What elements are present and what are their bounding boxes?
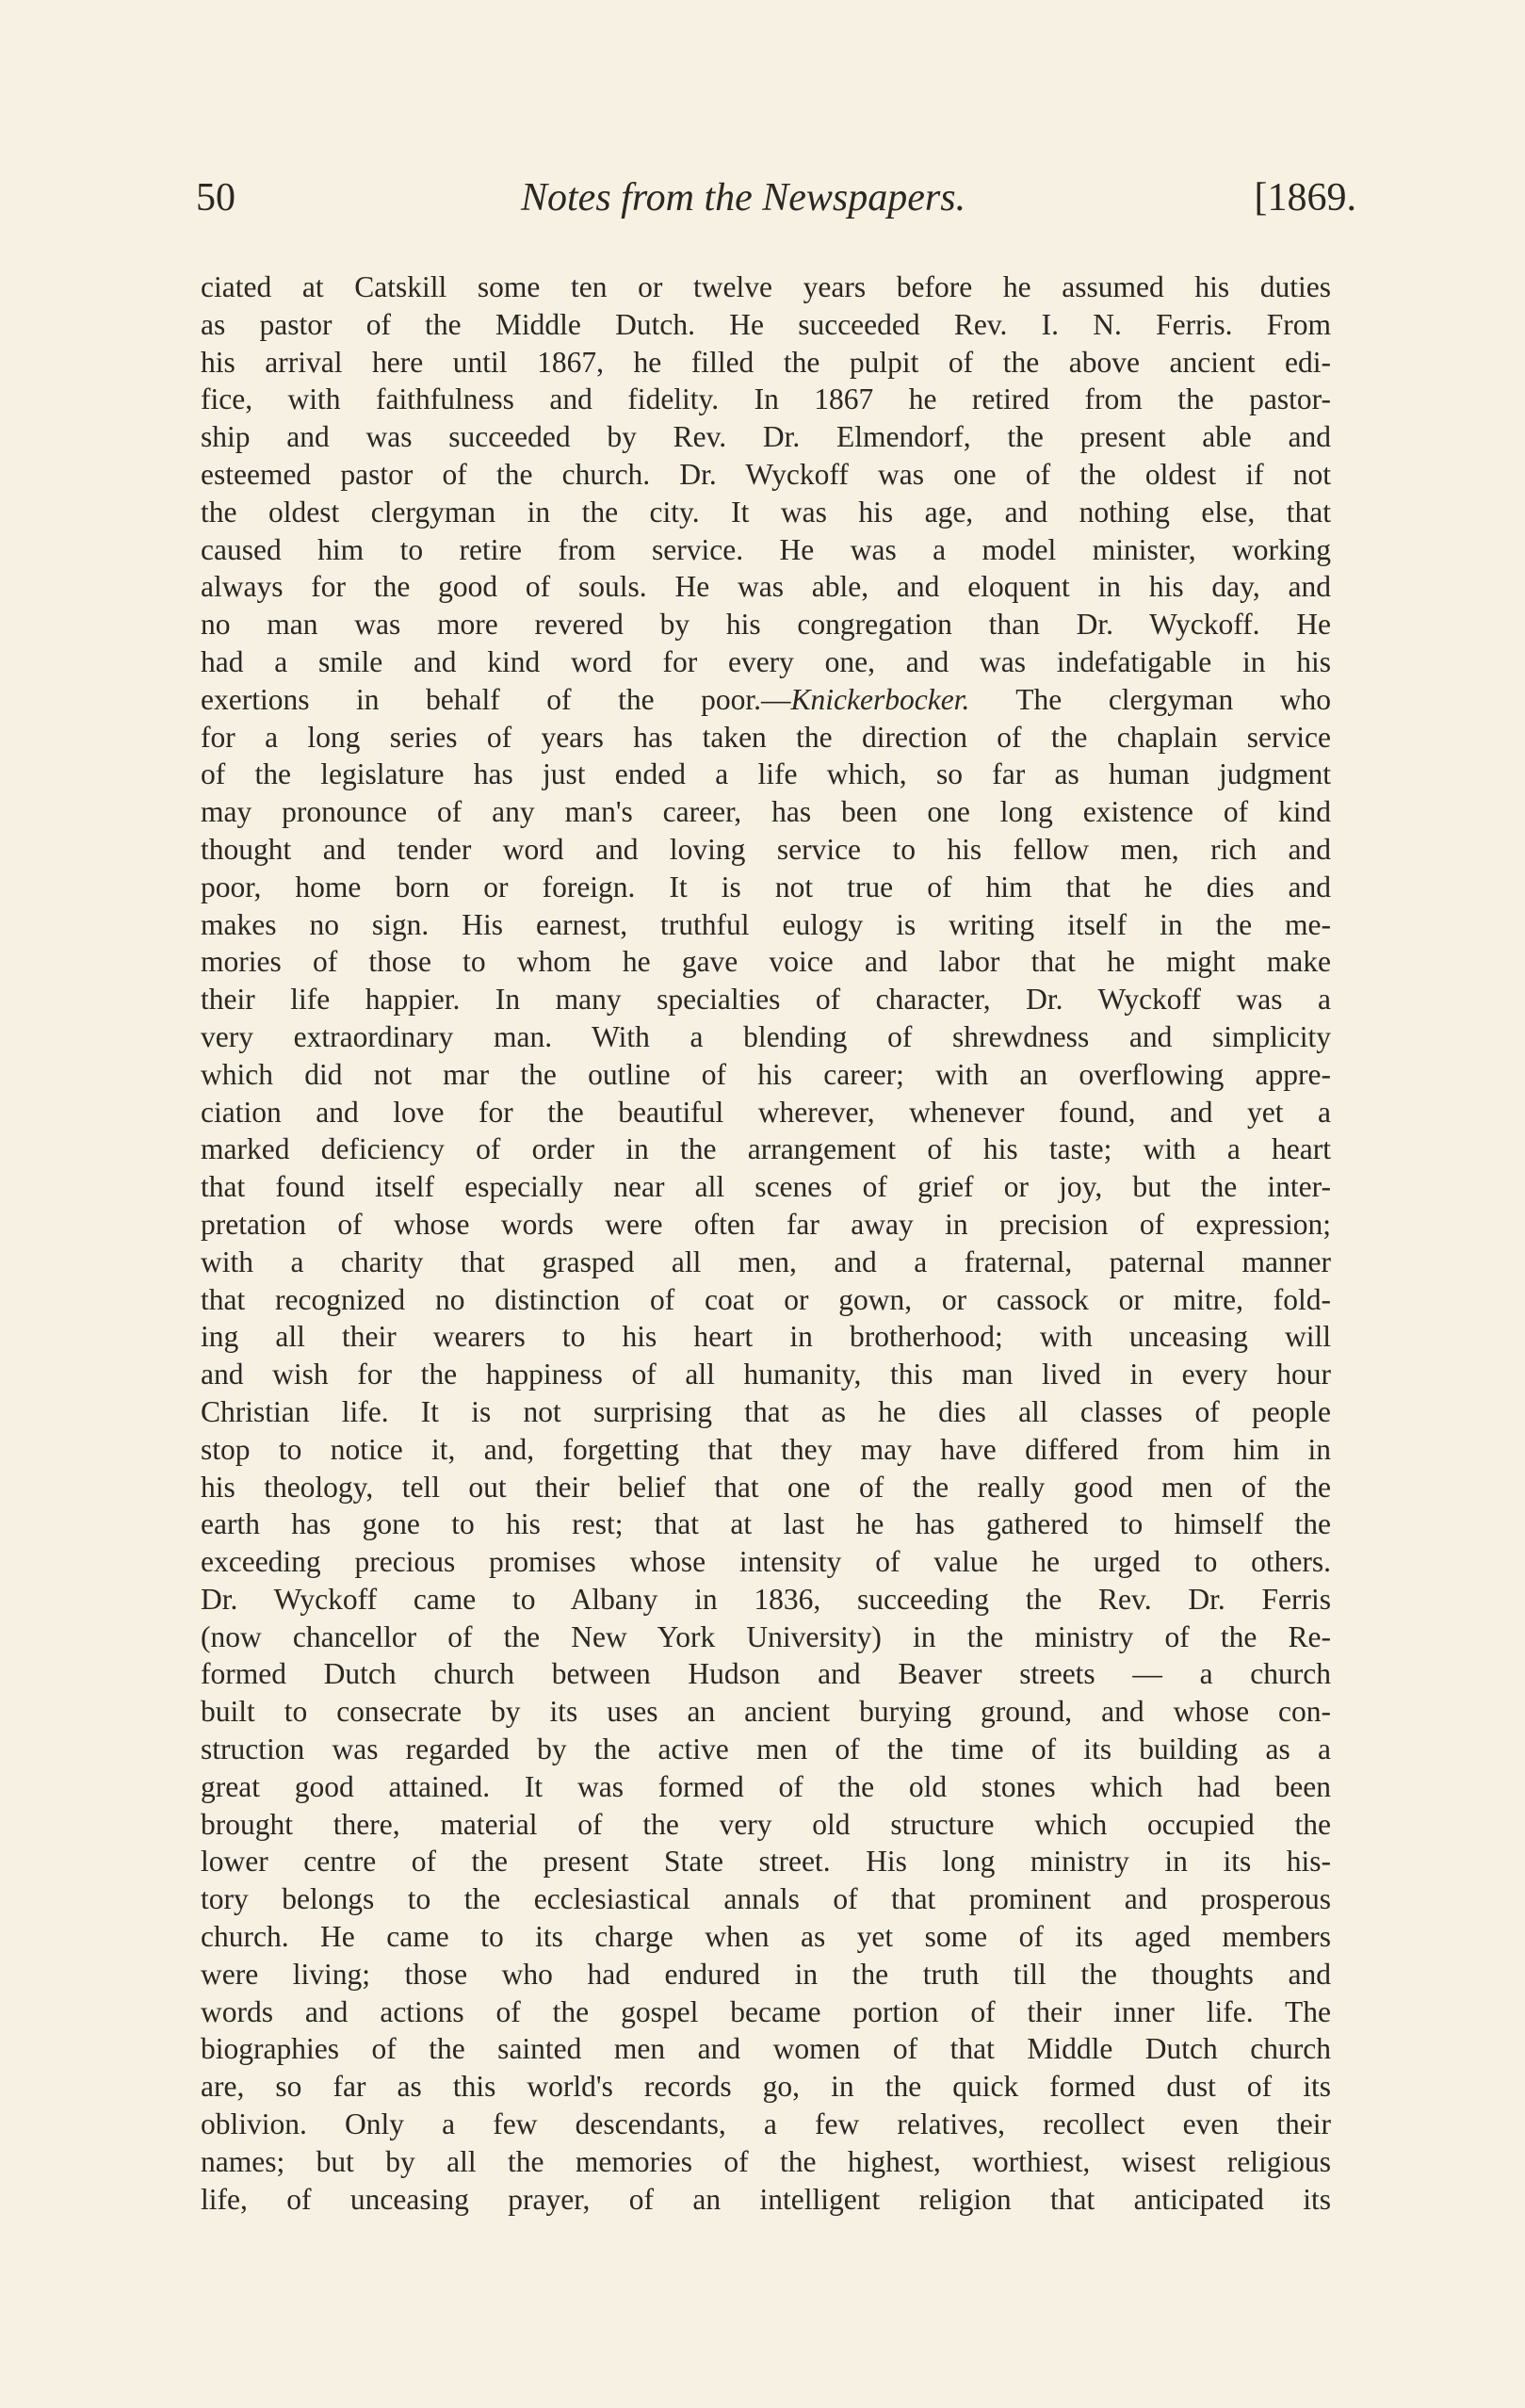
text-line: were living; those who had endured in the truth till the thoughts and — [201, 1957, 1331, 1991]
text-segment: The clergyman who — [969, 682, 1331, 716]
text-line: as pastor of the Middle Dutch. He succeeded Rev. I. N. Ferris. From — [201, 307, 1331, 341]
text-line: Christian life. It is not surprising that as he dies all classes of people — [201, 1394, 1331, 1428]
text-line: his theology, tell out their belief that one of the really good men of the — [201, 1470, 1331, 1504]
text-line: with a charity that grasped all men, and a fraternal, paternal manner — [201, 1245, 1331, 1278]
text-line: biographies of the sainted men and women of that Middle Dutch church — [201, 2032, 1331, 2066]
text-line: great good attained. It was formed of the old stones which had been — [201, 1769, 1331, 1803]
text-line: and wish for the happiness of all humanity, this man lived in every hour — [201, 1358, 1331, 1391]
running-header — [196, 175, 1356, 232]
text-line: thought and tender word and loving service to his fellow men, rich and — [201, 832, 1331, 866]
text-line: ciation and love for the beautiful wherever, whenever found, and yet a — [201, 1095, 1331, 1129]
body-text — [201, 268, 1331, 2218]
text-line: always for the good of souls. He was able, and eloquent in his day, and — [201, 570, 1331, 604]
text-line: ciated at Catskill some ten or twelve years before he assumed his duties — [201, 270, 1331, 303]
text-line: names; but by all the memories of the highest, worthiest, wisest religious — [201, 2144, 1331, 2178]
newspaper-citation: Knickerbocker. — [790, 682, 970, 716]
text-line: ing all their wearers to his heart in brotherhood; with unceasing will — [201, 1320, 1331, 1354]
text-line: that found itself especially near all scenes of grief or joy, but the inter- — [201, 1170, 1331, 1204]
text-line: are, so far as this world's records go, in the quick formed dust of its — [201, 2070, 1331, 2104]
text-line: pretation of whose words were often far away in precision of expression; — [201, 1207, 1331, 1241]
text-line: tory belongs to the ecclesiastical annals of that prominent and prosperous — [201, 1882, 1331, 1916]
text-line: ship and was succeeded by Rev. Dr. Elmendorf, the present able and — [201, 420, 1331, 454]
text-line: oblivion. Only a few descendants, a few relatives, recollect even their — [201, 2107, 1331, 2141]
text-line: had a smile and kind word for every one, and was indefatigable in his — [201, 644, 1331, 678]
text-line: very extraordinary man. With a blending of shrewdness and simplicity — [201, 1019, 1331, 1053]
text-segment: exertions in behalf of the poor.— — [201, 682, 791, 716]
text-line: fice, with faithfulness and fidelity. In 1867 he retired from the pastor- — [201, 382, 1331, 416]
text-line: their life happier. In many specialties of character, Dr. Wyckoff was a — [201, 983, 1331, 1017]
text-line: which did not mar the outline of his career; with an overflowing appre- — [201, 1057, 1331, 1091]
text-line: may pronounce of any man's career, has been one long existence of kind — [201, 795, 1331, 829]
text-line: Dr. Wyckoff came to Albany in 1836, succeeding the Rev. Dr. Ferris — [201, 1582, 1331, 1616]
text-line: lower centre of the present State street. His long ministry in its his- — [201, 1845, 1331, 1879]
text-line: formed Dutch church between Hudson and Beaver streets — a church — [201, 1657, 1331, 1691]
text-line: for a long series of years has taken the direction of the chaplain service — [201, 720, 1331, 754]
text-line: esteemed pastor of the church. Dr. Wyckoff was one of the oldest if not — [201, 457, 1331, 491]
text-line: life, of unceasing prayer, of an intelligent religion that anticipated its — [201, 2182, 1331, 2216]
text-line: church. He came to its charge when as yet some of its aged members — [201, 1920, 1331, 1954]
text-line: words and actions of the gospel became portion of their inner life. The — [201, 1994, 1331, 2028]
text-line: makes no sign. His earnest, truthful eulogy is writing itself in the me- — [201, 907, 1331, 941]
text-line: struction was regarded by the active men of the time of its building as a — [201, 1733, 1331, 1766]
text-line: earth has gone to his rest; that at last he has gathered to himself the — [201, 1507, 1331, 1541]
text-line: brought there, material of the very old structure which occupied the — [201, 1807, 1331, 1841]
text-line: marked deficiency of order in the arrangement of his taste; with a heart — [201, 1132, 1331, 1166]
text-line: of the legislature has just ended a life which, so far as human judgment — [201, 757, 1331, 791]
text-line: exceeding precious promises whose intensity of value he urged to others. — [201, 1545, 1331, 1579]
text-line: (now chancellor of the New York University) in the ministry of the Re- — [201, 1619, 1331, 1653]
text-line: poor, home born or foreign. It is not true of him that he dies and — [201, 870, 1331, 903]
running-title: Notes from the Newspapers. — [521, 176, 966, 220]
header-year: [1869. — [1254, 176, 1356, 220]
text-line — [201, 681, 1331, 719]
page-number: 50 — [196, 176, 235, 220]
text-line: the oldest clergyman in the city. It was his age, and nothing else, that — [201, 495, 1331, 529]
text-line: that recognized no distinction of coat or gown, or cassock or mitre, fold- — [201, 1282, 1331, 1316]
text-line: mories of those to whom he gave voice and labor that he might make — [201, 945, 1331, 979]
text-line: stop to notice it, and, forgetting that they may have differed from him in — [201, 1432, 1331, 1466]
text-line: his arrival here until 1867, he filled the pulpit of the above ancient edi- — [201, 345, 1331, 379]
text-line: caused him to retire from service. He was a model minister, working — [201, 532, 1331, 566]
text-line: no man was more revered by his congregation than Dr. Wyckoff. He — [201, 608, 1331, 642]
text-line: built to consecrate by its uses an ancient burying ground, and whose con- — [201, 1695, 1331, 1729]
